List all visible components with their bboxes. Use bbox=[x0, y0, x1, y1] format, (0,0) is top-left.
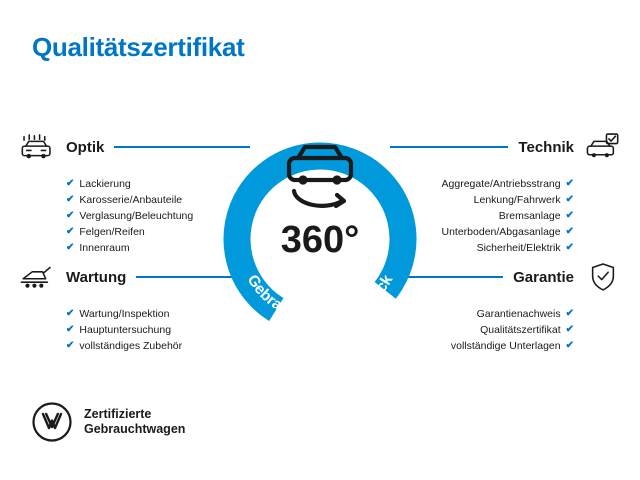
check-icon: ✔ bbox=[66, 308, 75, 319]
list-item-label: Karosserie/Anbauteile bbox=[79, 194, 183, 206]
check-icon: ✔ bbox=[66, 210, 75, 221]
list-item-label: Bremsanlage bbox=[498, 210, 561, 222]
car-wash-icon bbox=[18, 131, 56, 163]
section-garantie-title: Garantie bbox=[513, 268, 574, 286]
shield-check-icon bbox=[584, 261, 622, 293]
check-icon: ✔ bbox=[66, 340, 75, 351]
list-item-label: Wartung/Inspektion bbox=[79, 308, 170, 320]
footer-line-1: Zertifizierte bbox=[84, 407, 152, 421]
car-lift-icon bbox=[18, 261, 56, 293]
check-icon: ✔ bbox=[565, 178, 574, 189]
list-item-label: Aggregate/Antriebsstrang bbox=[441, 178, 561, 190]
check-icon: ✔ bbox=[565, 210, 574, 221]
footer-text bbox=[84, 407, 185, 437]
list-item-label: Garantienachweis bbox=[476, 308, 561, 320]
badge-arc-label: Gebrauchtwagen-Check bbox=[243, 271, 397, 327]
list-item-label: Unterboden/Abgasanlage bbox=[441, 226, 561, 238]
section-optik-title: Optik bbox=[66, 138, 105, 156]
footer-line-2: Gebrauchtwagen bbox=[84, 422, 186, 436]
page-title: Qualitätszertifikat bbox=[32, 32, 245, 62]
check-icon: ✔ bbox=[66, 194, 75, 205]
vw-logo bbox=[32, 402, 72, 442]
list-item-label: Hauptuntersuchung bbox=[79, 324, 172, 336]
check-icon: ✔ bbox=[565, 242, 574, 253]
list-item-label: Qualitätszertifikat bbox=[480, 324, 561, 336]
list-item-label: Lackierung bbox=[79, 178, 131, 190]
list-item-label: Innenraum bbox=[79, 242, 130, 254]
list-item-label: vollständige Unterlagen bbox=[450, 340, 561, 352]
check-icon: ✔ bbox=[565, 324, 574, 335]
list-item-label: Lenkung/Fahrwerk bbox=[473, 194, 561, 206]
footer bbox=[32, 402, 185, 442]
check-icon: ✔ bbox=[66, 226, 75, 237]
check-icon: ✔ bbox=[565, 194, 574, 205]
list-item-label: Sicherheit/Elektrik bbox=[476, 242, 561, 254]
list-item-label: Verglasung/Beleuchtung bbox=[79, 210, 194, 222]
check-icon: ✔ bbox=[66, 178, 75, 189]
list-item-label: vollständiges Zubehör bbox=[79, 340, 183, 352]
check-icon: ✔ bbox=[565, 308, 574, 319]
check-icon: ✔ bbox=[66, 242, 75, 253]
content-area bbox=[0, 108, 640, 368]
car-check-icon bbox=[584, 131, 622, 163]
check-icon: ✔ bbox=[66, 324, 75, 335]
check-icon: ✔ bbox=[565, 340, 574, 351]
section-technik-title: Technik bbox=[518, 138, 574, 156]
badge-degrees: 360° bbox=[280, 219, 360, 261]
center-badge bbox=[195, 114, 445, 364]
check-icon: ✔ bbox=[565, 226, 574, 237]
section-wartung-title: Wartung bbox=[66, 268, 127, 286]
list-item-label: Felgen/Reifen bbox=[79, 226, 145, 238]
